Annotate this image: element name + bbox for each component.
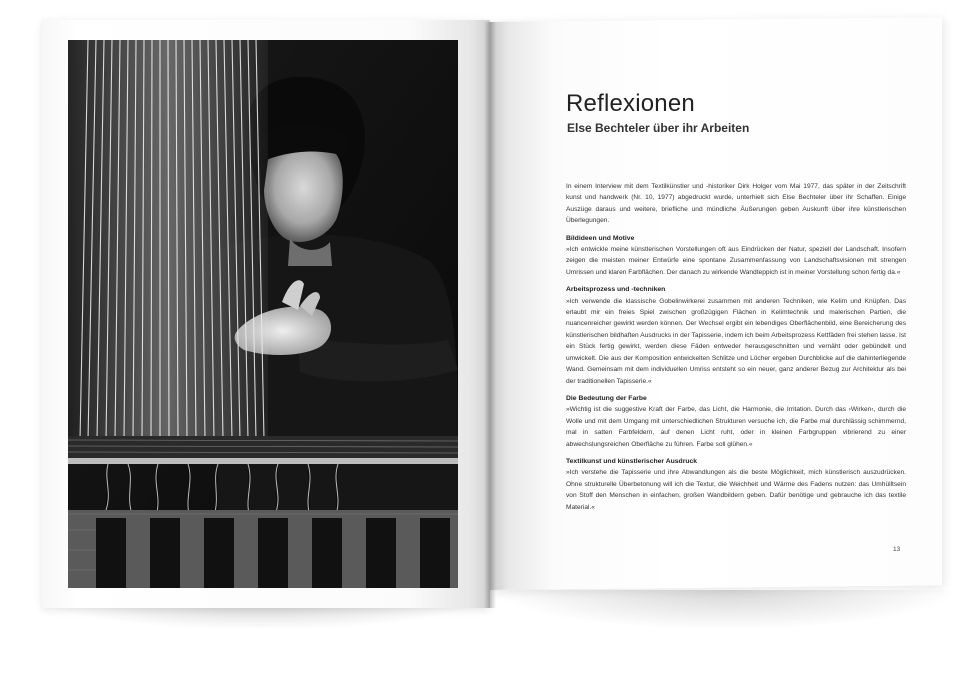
book-spine xyxy=(484,22,496,608)
section-heading: Arbeitsprozess und -techniken xyxy=(566,286,666,294)
section-bildideen xyxy=(566,233,906,279)
weaver-photo xyxy=(68,40,458,588)
section-textilkunst xyxy=(566,456,906,513)
page-number: 13 xyxy=(893,546,901,553)
section-text: »Ich verstehe die Tapisserie und ihre Abwandlungen als die beste Möglichkeit, mich künstlerisch auszudrücken. Ohne strukturelle Überbetonung will ich die Textur, die Weichheit und Wärme des Fadens nutzen: das Umhülltsein von Stoff den Menschen in einfachen, großen Wandbildern geben. Dafür benötige und gebrauche ich das textile Material.« xyxy=(566,469,906,511)
section-text: »Ich entwickle meine künstlerischen Vorstellungen oft aus Eindrücken der Natur, speziell der Landschaft. Insofern zeigen die meisten meiner Entwürfe eine spontane Zusammenfassung von Landschaftsvisionen mit strengen Umrissen und klaren Farbflächen. Der danach zu wirkende Wandteppich ist in meiner Vorstellung schon fertig da.« xyxy=(566,246,906,276)
book-shadow-right xyxy=(490,590,960,630)
article-body xyxy=(566,181,906,519)
section-text: »Wichtig ist die suggestive Kraft der Farbe, das Licht, die Harmonie, die Irritation. Durch das ›Wirken‹, durch die Wolle und mit dem Umgang mit unterschiedlichen Strukturen versuche ich, die Farbe mal durchlässig schimmernd, mal in satten Farbfeldern, auf denen Licht ruht, oder in kleinen Farbgruppen vibrierend zu einer abwechslungsreichen Oberfläche zu führen. Farbe soll glühen.« xyxy=(566,406,906,448)
section-heading: Die Bedeutung der Farbe xyxy=(566,394,647,402)
page-subtitle: Else Bechteler über ihr Arbeiten xyxy=(567,121,750,135)
section-arbeitsprozess xyxy=(566,284,906,387)
section-farbe xyxy=(566,393,906,450)
section-text: »Ich verwende die klassische Gobelinwirkerei zusammen mit anderen Techniken, wie Kelim und Knüpfen. Das erlaubt mir ein freies Spiel zwischen großzügigen Flächen in Kelimtechnik und malerischen Partien, die nuancenreicher gewirkt werden können. Der Wechsel ergibt ein lebendiges Oberflächenbild, eine Bereicherung des künstlerischen bildhaften Ausdrucks in der Tapisserie, indem ich beim Arbeitsprozess Kettfäden frei stehen lasse. Ist ein Stück fertig gewirkt, werden diese Fäden entweder herausgeschnitten und vernäht oder gebündelt und umwickelt. Die aus der Komposition entwickelten Schlitze und Löcher ergeben Durchblicke auf die dahinterliegende Wand. Gemeinsam mit dem individuellen Umriss entsteht so ein neuer, ganz anderer Bezug zur Architektur als bei der traditionellen Tapisserie.« xyxy=(566,297,906,385)
page-title: Reflexionen xyxy=(566,90,695,117)
section-heading: Bildideen und Motive xyxy=(566,234,635,242)
weaver-photo-image xyxy=(68,40,458,588)
intro-paragraph: In einem Interview mit dem Textilkünstler und -historiker Dirk Holger vom Mai 1977, das später in der Zeitschrift kunst und handwerk (Nr. 10, 1977) abgedruckt wurde, unterhielt sich Else Bechteler über ihr Schaffen. Einige Auszüge daraus und weitere, briefliche und mündliche Äußerungen geben Auskunft über ihre künstlerischen Überlegungen. xyxy=(566,183,906,225)
section-heading: Textilkunst und künstlerischer Ausdruck xyxy=(566,457,698,465)
